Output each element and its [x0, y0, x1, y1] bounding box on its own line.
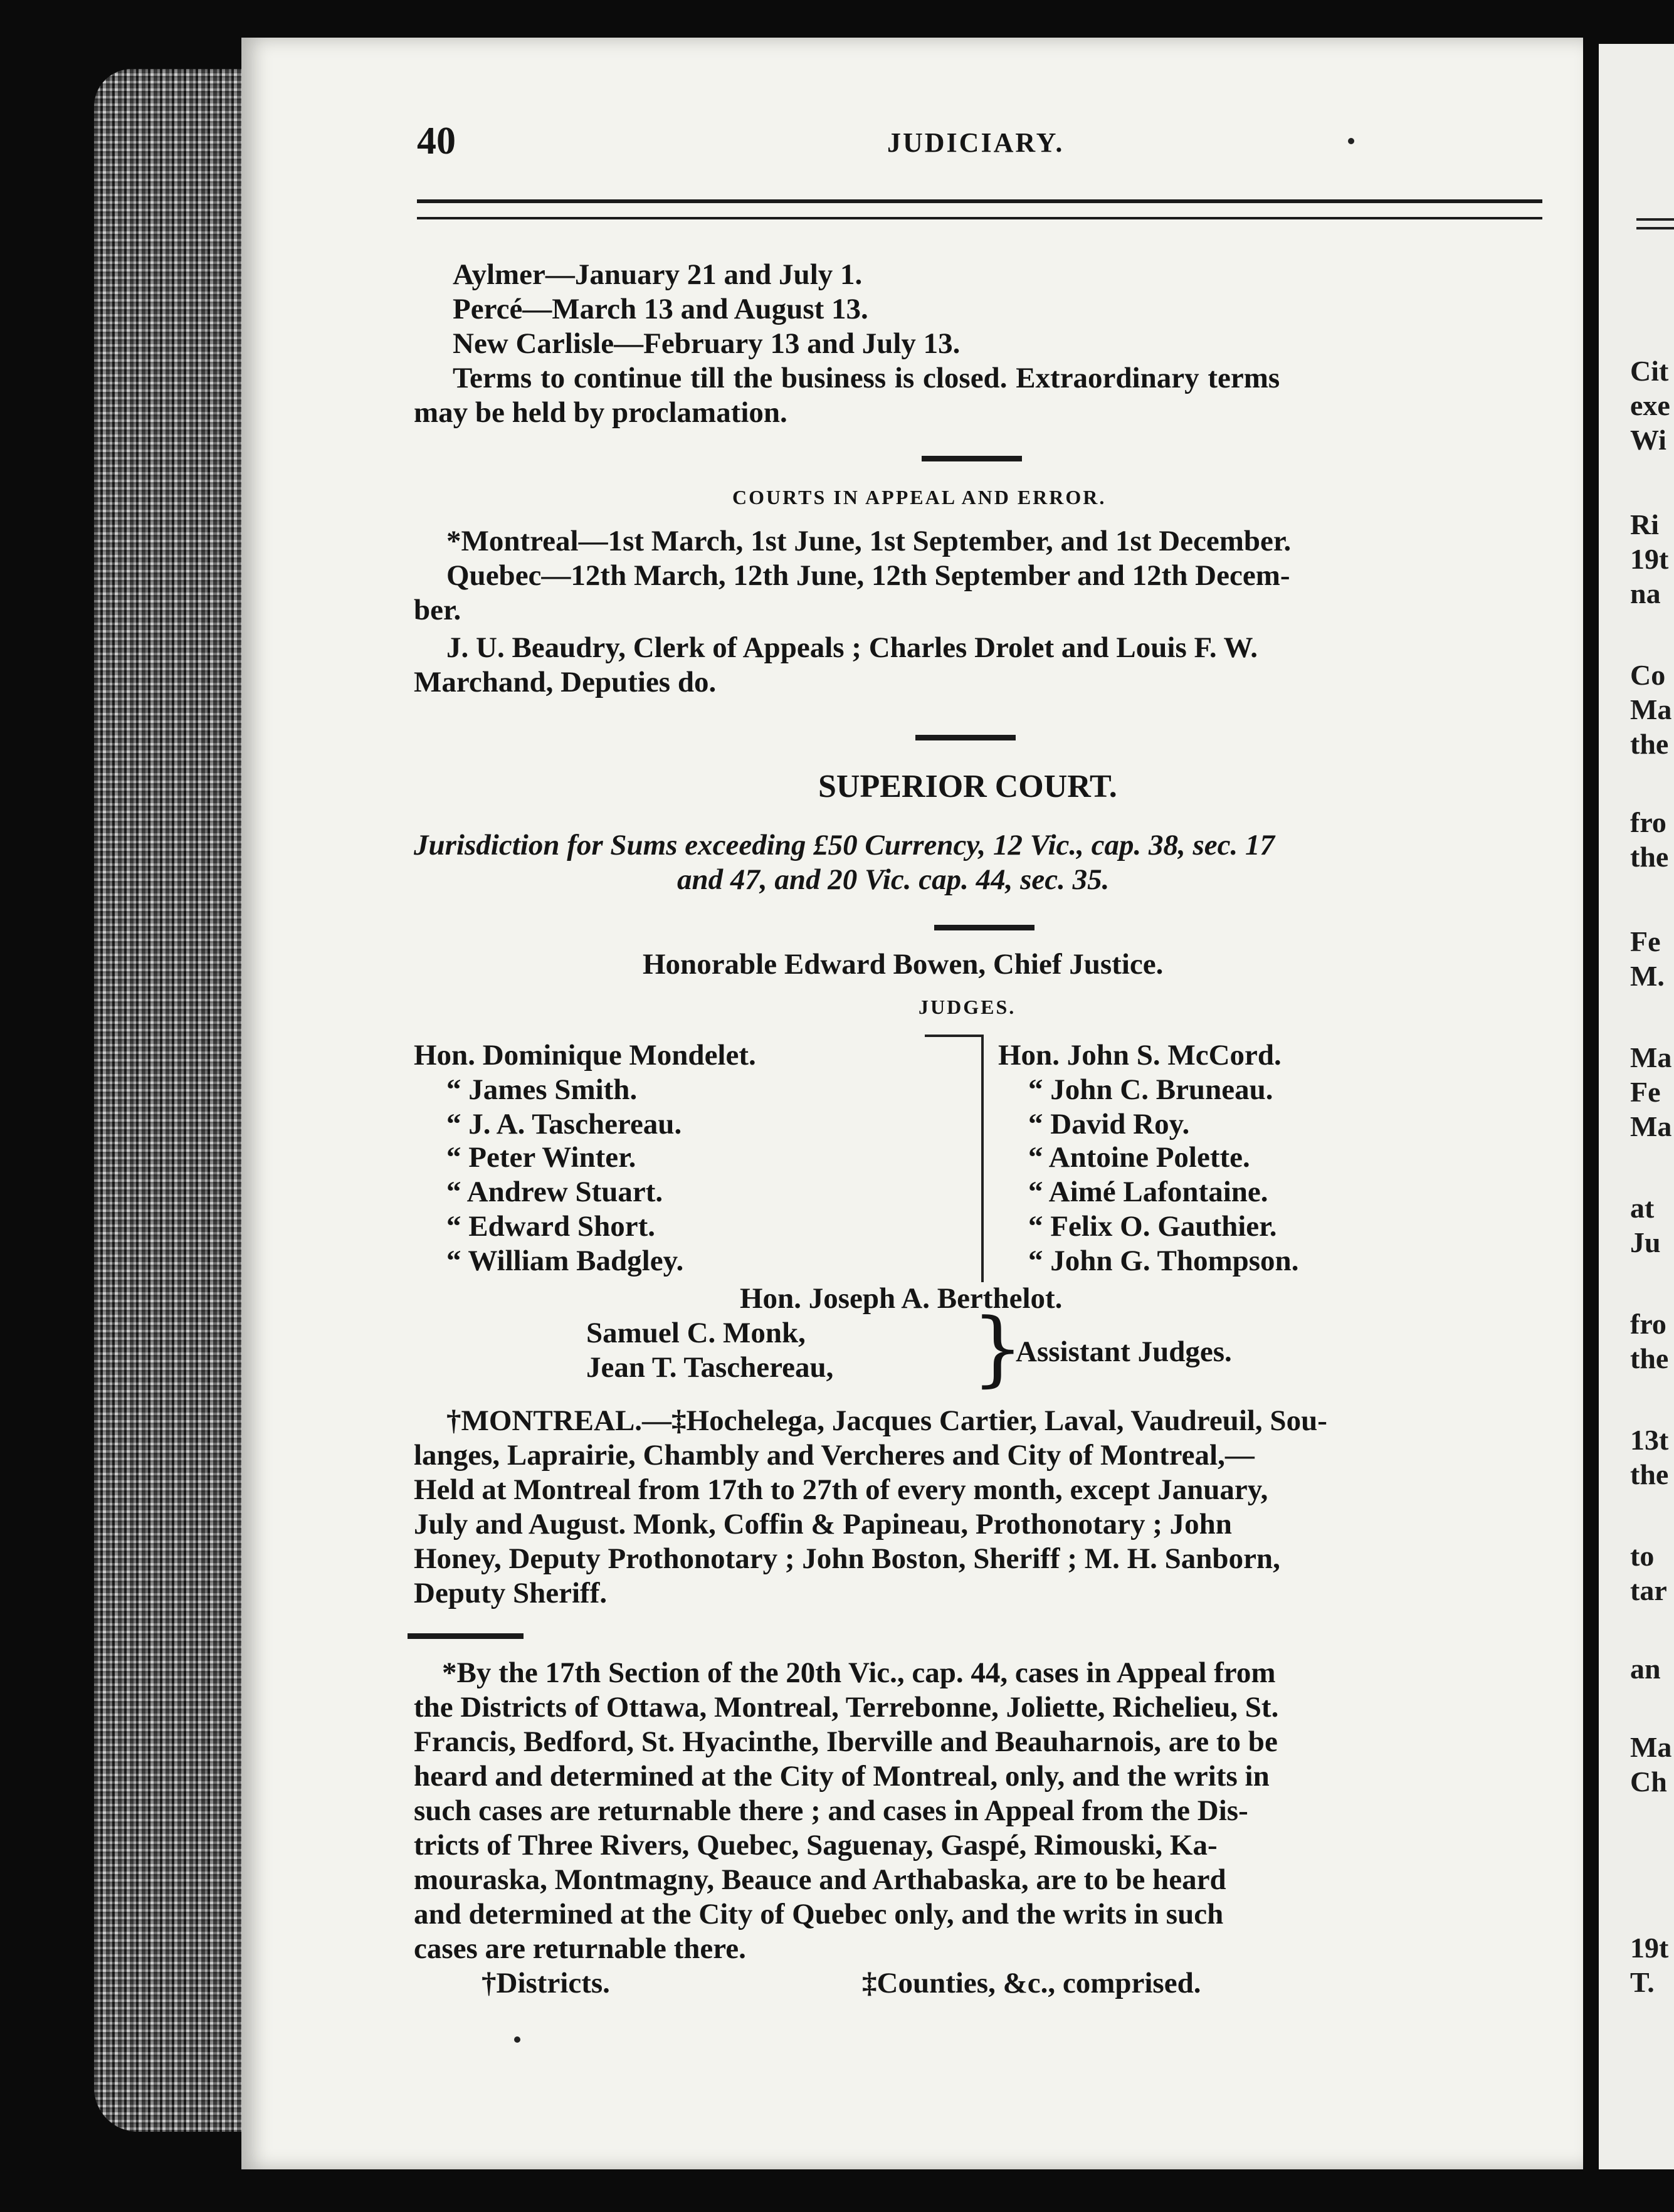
- adjacent-page-text: at: [1630, 1192, 1655, 1224]
- judges-divider: [981, 1035, 984, 1282]
- judge-berthelot: Hon. Joseph A. Berthelot.: [740, 1282, 1063, 1315]
- adjacent-page-text: fro: [1630, 806, 1666, 838]
- adjacent-page-text: Ma: [1630, 693, 1672, 725]
- footnote-line: such cases are returnable there ; and cases in Appeal from the Dis-: [414, 1794, 1248, 1827]
- adjacent-page-text: na: [1630, 577, 1661, 609]
- brace-icon: }: [972, 1300, 1024, 1396]
- judge-right: “ John C. Bruneau.: [1028, 1073, 1273, 1106]
- term-new-carlisle: New Carlisle—February 13 and July 13.: [453, 327, 961, 360]
- footnote-line: *By the 17th Section of the 20th Vic., cap. 44, cases in Appeal from: [442, 1656, 1276, 1689]
- montreal-district-line: July and August. Monk, Coffin & Papineau, Prothonotary ; John: [414, 1508, 1232, 1540]
- judge-left: Hon. Dominique Mondelet.: [414, 1039, 756, 1072]
- running-head: JUDICIARY.: [887, 127, 1065, 158]
- adjacent-page-text: 19t: [1630, 1932, 1669, 1964]
- appeal-quebec-line: Quebec—12th March, 12th June, 12th September and 12th Decem-: [446, 559, 1290, 592]
- judge-left: “ Peter Winter.: [446, 1141, 636, 1174]
- footnote-line: the Districts of Ottawa, Montreal, Terrebonne, Joliette, Richelieu, St.: [414, 1691, 1279, 1724]
- adjacent-page-text: Fe: [1630, 1076, 1661, 1108]
- footnote-line: tricts of Three Rivers, Quebec, Saguenay, Gaspé, Rimouski, Ka-: [414, 1829, 1218, 1862]
- term-aylmer: Aylmer—January 21 and July 1.: [453, 258, 863, 291]
- appeal-clerk-line: Marchand, Deputies do.: [414, 666, 717, 698]
- section-rule: [934, 925, 1034, 930]
- footnote-rule: [408, 1633, 524, 1639]
- adjacent-page-text: Fe: [1630, 925, 1661, 957]
- adjacent-page-text: T.: [1630, 1966, 1655, 1998]
- appeal-clerk-line: J. U. Beaudry, Clerk of Appeals ; Charles Drolet and Louis F. W.: [446, 631, 1258, 664]
- footnote-districts: †Districts.: [482, 1967, 610, 1999]
- adjacent-page-text: 19t: [1630, 543, 1669, 575]
- montreal-district-line: Deputy Sheriff.: [414, 1577, 608, 1609]
- adjacent-page-text: Ri: [1630, 508, 1659, 540]
- page-header: [417, 119, 1539, 176]
- appeal-montreal: *Montreal—1st March, 1st June, 1st September, and 1st December.: [446, 525, 1292, 557]
- judge-left: “ J. A. Taschereau.: [446, 1108, 682, 1140]
- chief-justice: Honorable Edward Bowen, Chief Justice.: [643, 948, 1164, 981]
- adjacent-page-text: 13t: [1630, 1424, 1669, 1456]
- book-page-edges: [94, 69, 248, 2132]
- adjacent-page-text: Wi: [1630, 424, 1666, 456]
- montreal-district-line: Held at Montreal from 17th to 27th of every month, except January,: [414, 1473, 1268, 1506]
- adjacent-page-text: to: [1630, 1540, 1655, 1572]
- footnote-line: mouraska, Montmagny, Beauce and Arthabaska, are to be heard: [414, 1863, 1226, 1896]
- adjacent-page-text: Cit: [1630, 355, 1669, 387]
- term-perce: Percé—March 13 and August 13.: [453, 293, 868, 325]
- jurisdiction-line: Jurisdiction for Sums exceeding £50 Currency, 12 Vic., cap. 38, sec. 17: [414, 829, 1275, 861]
- section-rule: [922, 456, 1022, 461]
- section-rule: [915, 735, 1016, 740]
- footnote-line: heard and determined at the City of Montreal, only, and the writs in: [414, 1760, 1270, 1793]
- adjacent-page-text: Co: [1630, 659, 1666, 691]
- adjacent-page-text: Ju: [1630, 1226, 1661, 1258]
- montreal-district-line: langes, Laprairie, Chambly and Vercheres and City of Montreal,—: [414, 1439, 1255, 1472]
- montreal-district-line: Honey, Deputy Prothonotary ; John Boston, Sheriff ; M. H. Sanborn,: [414, 1542, 1280, 1575]
- judge-right: “ David Roy.: [1028, 1108, 1190, 1140]
- judges-heading: JUDGES.: [919, 996, 1016, 1018]
- adjacent-page-text: exe: [1630, 389, 1670, 421]
- terms-note-line: may be held by proclamation.: [414, 396, 787, 429]
- print-speck: [514, 2036, 520, 2043]
- judge-right: “ John G. Thompson.: [1028, 1245, 1299, 1277]
- judge-left: “ Edward Short.: [446, 1210, 655, 1243]
- jurisdiction-line: and 47, and 20 Vic. cap. 44, sec. 35.: [677, 863, 1110, 896]
- judges-divider: [925, 1035, 984, 1037]
- superior-court-heading: SUPERIOR COURT.: [818, 769, 1117, 804]
- adjacent-page-fragment: [1599, 44, 1674, 2169]
- adjacent-page-text: Ma: [1630, 1731, 1672, 1763]
- adjacent-page-text: the: [1630, 728, 1669, 760]
- montreal-district-line: †MONTREAL.—‡Hochelega, Jacques Cartier, Laval, Vaudreuil, Sou-: [446, 1404, 1327, 1437]
- adjacent-page-rule: [1636, 218, 1674, 229]
- adjacent-page-text: Ch: [1630, 1766, 1667, 1798]
- footnote-line: Francis, Bedford, St. Hyacinthe, Iberville and Beauharnois, are to be: [414, 1725, 1278, 1758]
- print-speck: [1348, 138, 1354, 144]
- adjacent-page-text: M.: [1630, 960, 1665, 992]
- adjacent-page-text: the: [1630, 841, 1669, 873]
- adjacent-page-text: Ma: [1630, 1041, 1672, 1073]
- judge-left: “ Andrew Stuart.: [446, 1176, 663, 1208]
- adjacent-page-text: the: [1630, 1458, 1669, 1490]
- adjacent-page-text: an: [1630, 1653, 1661, 1685]
- appeal-heading: COURTS IN APPEAL AND ERROR.: [732, 486, 1107, 508]
- adjacent-page-text: Ma: [1630, 1110, 1672, 1142]
- assistant-judge: Jean T. Taschereau,: [586, 1351, 834, 1384]
- assistant-judges-label: Assistant Judges.: [1016, 1335, 1232, 1368]
- footnote-counties: ‡Counties, &c., comprised.: [862, 1967, 1201, 1999]
- judge-right: “ Felix O. Gauthier.: [1028, 1210, 1277, 1243]
- page-number: 40: [417, 120, 456, 162]
- adjacent-page-text: fro: [1630, 1308, 1666, 1340]
- footnote-line: and determined at the City of Quebec only, and the writs in such: [414, 1898, 1224, 1930]
- adjacent-page-text: the: [1630, 1342, 1669, 1374]
- judge-right: “ Aimé Lafontaine.: [1028, 1176, 1268, 1208]
- header-double-rule: [417, 199, 1542, 219]
- judge-left: “ William Badgley.: [446, 1245, 684, 1277]
- judge-right: Hon. John S. McCord.: [998, 1039, 1282, 1072]
- terms-note-line: Terms to continue till the business is closed. Extraordinary terms: [453, 362, 1280, 394]
- assistant-judge: Samuel C. Monk,: [586, 1317, 806, 1349]
- judge-left: “ James Smith.: [446, 1073, 638, 1106]
- footnote-line: cases are returnable there.: [414, 1932, 746, 1965]
- adjacent-page-text: tar: [1630, 1574, 1667, 1606]
- judge-right: “ Antoine Polette.: [1028, 1141, 1250, 1174]
- appeal-quebec-line: ber.: [414, 594, 461, 626]
